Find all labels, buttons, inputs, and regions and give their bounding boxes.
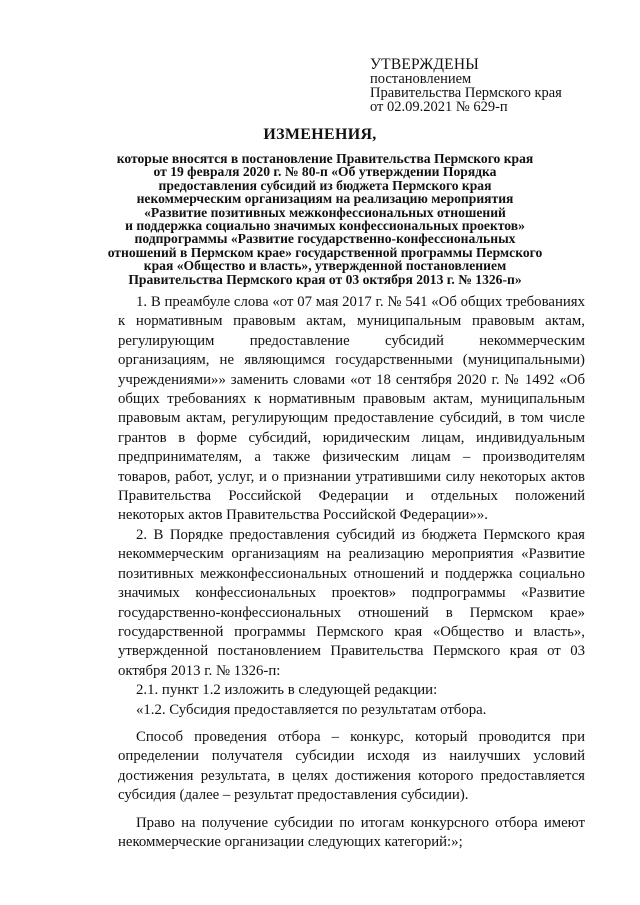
approval-stamp [370,58,562,114]
subtitle-line: Правительства Пермского края от 03 октября 2013 г. № 1326-п» [128,271,522,287]
paragraph-2-1: 2.1. пункт 1.2 изложить в следующей редакции: [136,682,438,699]
subtitle-line: которые вносятся в постановление Правительства Пермского края [116,151,534,166]
subtitle-line: некоммерческим организациям на реализацию мероприятия [136,191,514,207]
approval-heading: УТВЕРЖДЕНЫ [370,56,479,73]
subtitle-line: и поддержка социально значимых конфессиональных проектов» [125,218,525,234]
document-title: ИЗМЕНЕНИЯ, [263,126,377,143]
subtitle-line: от 19 февраля 2020 г. № 80-п «Об утверждении Порядка [153,164,497,180]
paragraph-eligibility: Право на получение субсидии по итогам конкурсного отбора имеют некоммерческие организации следующих категорий:»; [118,814,585,850]
paragraph-1: 1. В преамбуле слова «от 07 мая 2017 г. № 541 «Об общих требованиях к нормативным правовым актам, муниципальным правовым актам, регулирующим предоставление субсидий некоммерческим организациям, не являющимся государственными (муниципальными) учреждениями»» заменить словами «от 18 сентября 2020 г. № 1492 «Об общих требованиях к нормативным правовым актам, муниципальным правовым актам, регулирующим предоставление субсидий, в том числе грантов в форме субсидий, юридическим лицам, индивидуальным предпринимателям, а также физическим лицам – производителям товаров, работ, услуг, и о признании утратившими силу некоторых актов Правительства Российской Федерации и отдельных положений некоторых актов Правительства Российской Федерации»». [118,294,585,524]
subtitle-line: края «Общество и власть», утвержденной постановлением [143,258,507,274]
paragraph-1-2-quote: «1.2. Субсидия предоставляется по результатам отбора. [136,701,487,718]
paragraph-selection-method: Способ проведения отбора – конкурс, который проводится при определении получателя субсидии исходя из наилучших условий достижения результата, в целях достижения которого предоставляется субсидия (далее – результат предоставления субсидии). [118,728,585,804]
subtitle-line: «Развитие позитивных межконфессиональных отношений [144,204,506,220]
subtitle-line: подпрограммы «Развитие государственно-конфессиональных [134,231,516,247]
approval-line-3: от 02.09.2021 № 629-п [370,99,508,115]
subtitle-line: отношений в Пермском крае» государственной программы Пермского [107,244,543,260]
approval-line-2: Правительства Пермского края [370,85,562,101]
document-body [118,293,585,852]
paragraph-2: 2. В Порядке предоставления субсидий из бюджета Пермского края некоммерческим организациям на реализацию мероприятия «Развитие позитивных межконфессиональных отношений и поддержка социально значимых конфессиональных проектов» подпрограммы «Развитие государственно-конфессиональных отношений в Пермском крае» государственной программы Пермского края «Общество и власть», утвержденной постановлением Правительства Пермского края от 03 октября 2013 г. № 1326-п: [118,526,585,679]
document-subtitle [90,152,560,286]
approval-line-1: постановлением [370,71,472,87]
subtitle-line: предоставления субсидий из бюджета Пермского края [158,177,492,193]
